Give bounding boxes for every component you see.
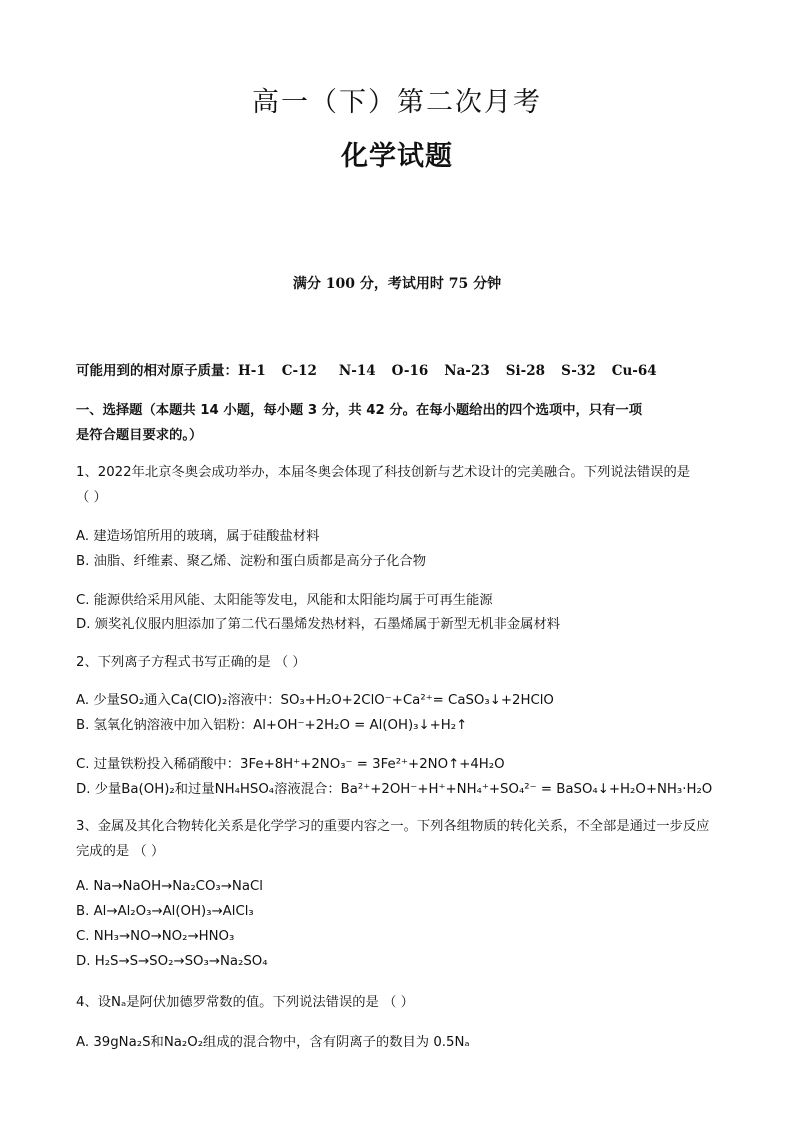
q2-stem: 2、下列离子方程式书写正确的是 （ ） xyxy=(76,655,306,670)
atomic-mass-item: Si-28 xyxy=(505,363,546,379)
q4-stem: 4、设Nₐ是阿伏加德罗常数的值。下列说法错误的是 （ ） xyxy=(76,995,414,1010)
q3-option-a: A. Na→NaOH→Na₂CO₃→NaCl xyxy=(76,879,263,894)
atomic-mass-item: O-16 xyxy=(391,363,429,379)
q3-stem-line2: 完成的是 （ ） xyxy=(76,844,165,859)
atomic-mass-item: Na-23 xyxy=(444,363,490,379)
q2-option-a: A. 少量SO₂通入Ca(ClO)₂溶液中：SO₃+H₂O+2ClO⁻+Ca²⁺= CaSO₃↓+2HClO xyxy=(76,693,554,708)
atomic-mass-item: N-14 xyxy=(338,363,376,379)
q3-option-d: D. H₂S→S→SO₂→SO₃→Na₂SO₄ xyxy=(76,954,268,969)
section1-heading-line2: 是符合题目要求的。） xyxy=(76,428,203,443)
q1-option-c: C. 能源供给采用风能、太阳能等发电，风能和太阳能均属于可再生能源 xyxy=(76,593,493,608)
atomic-masses-line xyxy=(76,359,657,379)
q2-option-c: C. 过量铁粉投入稀硝酸中：3Fe+8H⁺+2NO₃⁻ = 3Fe²⁺+2NO↑+4H₂O xyxy=(76,757,505,772)
atomic-mass-item: Cu-64 xyxy=(611,363,657,379)
q1-stem-line2: （ ） xyxy=(76,490,107,505)
q3-option-c: C. NH₃→NO→NO₂→HNO₃ xyxy=(76,929,235,944)
q2-option-b: B. 氢氧化钠溶液中加入铝粉：Al+OH⁻+2H₂O = Al(OH)₃↓+H₂↑ xyxy=(76,718,468,733)
q3-stem-line1: 3、金属及其化合物转化关系是化学学习的重要内容之一。下列各组物质的转化关系，不全部是通过一步反应 xyxy=(76,819,710,834)
score-info: 满分 100 分，考试用时 75 分钟 xyxy=(292,276,502,292)
exam-title: 高一（下）第二次月考 xyxy=(252,87,542,118)
section1-heading-line1: 一、选择题（本题共 14 小题，每小题 3 分，共 42 分。在每小题给出的四个选项中，只有一项 xyxy=(76,403,643,418)
q3-option-b: B. Al→Al₂O₃→Al(OH)₃→AlCl₃ xyxy=(76,904,254,919)
q4-option-a: A. 39gNa₂S和Na₂O₂组成的混合物中，含有阴离子的数目为 0.5Nₐ xyxy=(76,1035,470,1050)
atomic-mass-item: C-12 xyxy=(281,363,317,379)
q1-option-b: B. 油脂、纤维素、聚乙烯、淀粉和蛋白质都是高分子化合物 xyxy=(76,554,426,569)
atomic-mass-item: S-32 xyxy=(561,363,596,379)
q2-option-d: D. 少量Ba(OH)₂和过量NH₄HSO₄溶液混合：Ba²⁺+2OH⁻+H⁺+NH₄⁺+SO₄²⁻ = BaSO₄↓+H₂O+NH₃·H₂O xyxy=(76,782,713,797)
atomic-masses-label: 可能用到的相对原子质量： xyxy=(76,363,238,379)
q1-option-d: D. 颁奖礼仪服内胆添加了第二代石墨烯发热材料，石墨烯属于新型无机非金属材料 xyxy=(76,617,561,632)
atomic-mass-item: H-1 xyxy=(238,363,266,379)
q1-option-a: A. 建造场馆所用的玻璃，属于硅酸盐材料 xyxy=(76,529,320,544)
q1-stem-line1: 1、2022年北京冬奥会成功举办，本届冬奥会体现了科技创新与艺术设计的完美融合。下列说法错误的是 xyxy=(76,465,691,480)
subject-title: 化学试题 xyxy=(341,141,453,172)
